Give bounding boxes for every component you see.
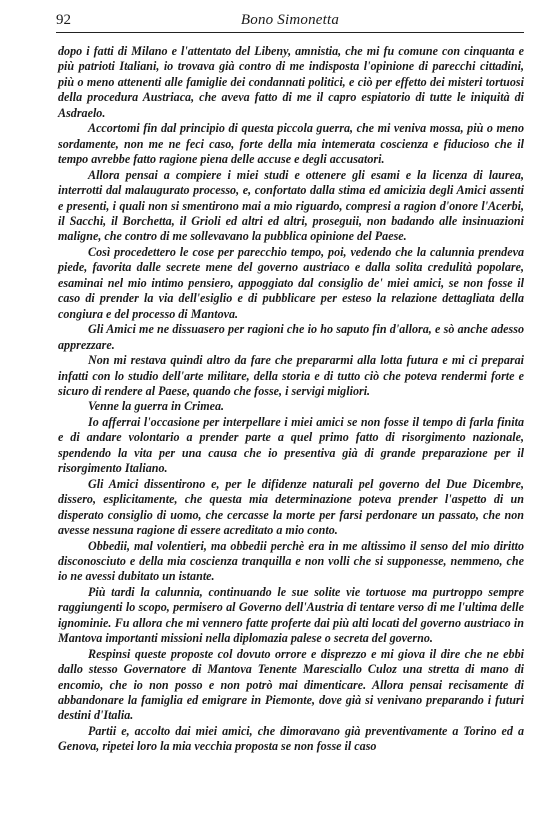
paragraph-2: Accortomi fin dal principio di questa piccola guerra, che mi veniva mossa, più o meno sordamente, non me ne feci caso, forte della mia intemerata coscienza e fiducioso che il tempo avrebbe fatto ragione piena delle accuse e degli accusatori. (58, 121, 524, 167)
paragraph-8: Io afferrai l'occasione per interpellare i miei amici se non fosse il tempo di farla finita e di andare volontario a prender parte a quel primo fatto di risorgimento nazionale, spendendo la vita per una causa che io presentiva già di grande preparazione per il risorgimento Italiano. (58, 414, 524, 476)
paragraph-12: Respinsi queste proposte col dovuto orrore e disprezzo e mi giova il dire che ne ebbi dallo stesso Governatore di Mantova Tenente Maresciallo Culoz una stretta di mano di encomio, che io non posso e non potrò mai dimenticare. Allora pensai recisamente di abbandonare la famiglia ed emigrare in Piemonte, dove già si venivano preparando i futuri destini d'Italia. (58, 646, 524, 723)
paragraph-3: Allora pensai a compiere i miei studi e ottenere gli esami e la licenza di laurea, interrotti dal malaugurato processo, e, confortato dalla stima ed amicizia degli Amici assenti e presenti, i quali non si smentirono mai a mio riguardo, compresi a ragion d'onore l'Acerbi, il Sacchi, il Borchetta, il Grioli ed altri ed altri, proseguii, non badando alle insinuazioni maligne, che contro di me sollevavano la pubblica opinione del Paese. (58, 167, 524, 244)
paragraph-10: Obbedii, mal volentieri, ma obbedii perchè era in me altissimo il senso del mio diritto disconosciuto e della mia coscienza tranquilla e non volli che si supponesse, nemmeno, che io ne avessi dubitato un istante. (58, 538, 524, 584)
paragraph-9: Gli Amici dissentirono e, per le difidenze naturali pel governo del Due Dicembre, dissero, esplicitamente, che questa mia determinazione poteva prender l'aspetto di un disperato consiglio di uomo, che cercasse la morte per farsi perdonare un passato, che non avesse nessuna ragione di essere acreditato a mio conto. (58, 476, 524, 538)
paragraph-11: Più tardi la calunnia, continuando le sue solite vie tortuose ma purtroppo sempre raggiungenti lo scopo, permisero al Governo dell'Austria di tentare verso di me l'ultima delle ignominie. Fu allora che mi vennero fatte proferte dai più alti locati del governo austriaco in Mantova importanti missioni nella diplomazia palese o secreta del governo. (58, 584, 524, 646)
running-title: Bono Simonetta (240, 12, 340, 28)
paragraph-1: dopo i fatti di Milano e l'attentato del Libeny, amnistia, che mi fu comune con cinquanta e più patrioti Italiani, io trovava già contro di me indisposta l'opinione di parecchi cittadini, più o meno attenenti alle famiglie dei condannati politici, e ciò per effetto dei misteri tortuosi della procedura Austriaca, che aveva fatto di me il capro espiatorio di tutte le iniquità di Asdraelo. (58, 44, 524, 120)
paragraph-6: Non mi restava quindi altro da fare che prepararmi alla lotta futura e mi ci preparai infatti con lo studio dell'arte militare, della storia e di tutto ciò che poteva rendermi forte e sicuro di rendere al Paese, quando che fosse, i servigi migliori. (58, 353, 524, 398)
page-number: 92 (56, 12, 71, 28)
body-text (58, 44, 524, 755)
page-header (56, 10, 524, 33)
paragraph-7: Venne la guerra in Crimea. (88, 399, 225, 414)
paragraph-5: Gli Amici me ne dissuasero per ragioni che io ho saputo fin d'allora, e sò anche adesso apprezzare. (58, 322, 524, 352)
paragraph-13: Partii e, accolto dai miei amici, che dimoravano già preventivamente a Torino ed a Genova, ripetei loro la mia vecchia proposta se non fosse il caso (58, 723, 524, 754)
paragraph-4: Così procedettero le cose per parecchio tempo, poi, vedendo che la calunnia prendeva piede, favorita dalle secrete mene del governo austriaco e dalla solita credulità popolare, esaminai nel mio intimo pensiero, appoggiato dal consiglio de' miei amici, se non fosse il caso di prender la via dell'esiglio e di pubblicare per esteso la relazione dettagliata della congiura e del processo di Mantova. (58, 244, 524, 321)
